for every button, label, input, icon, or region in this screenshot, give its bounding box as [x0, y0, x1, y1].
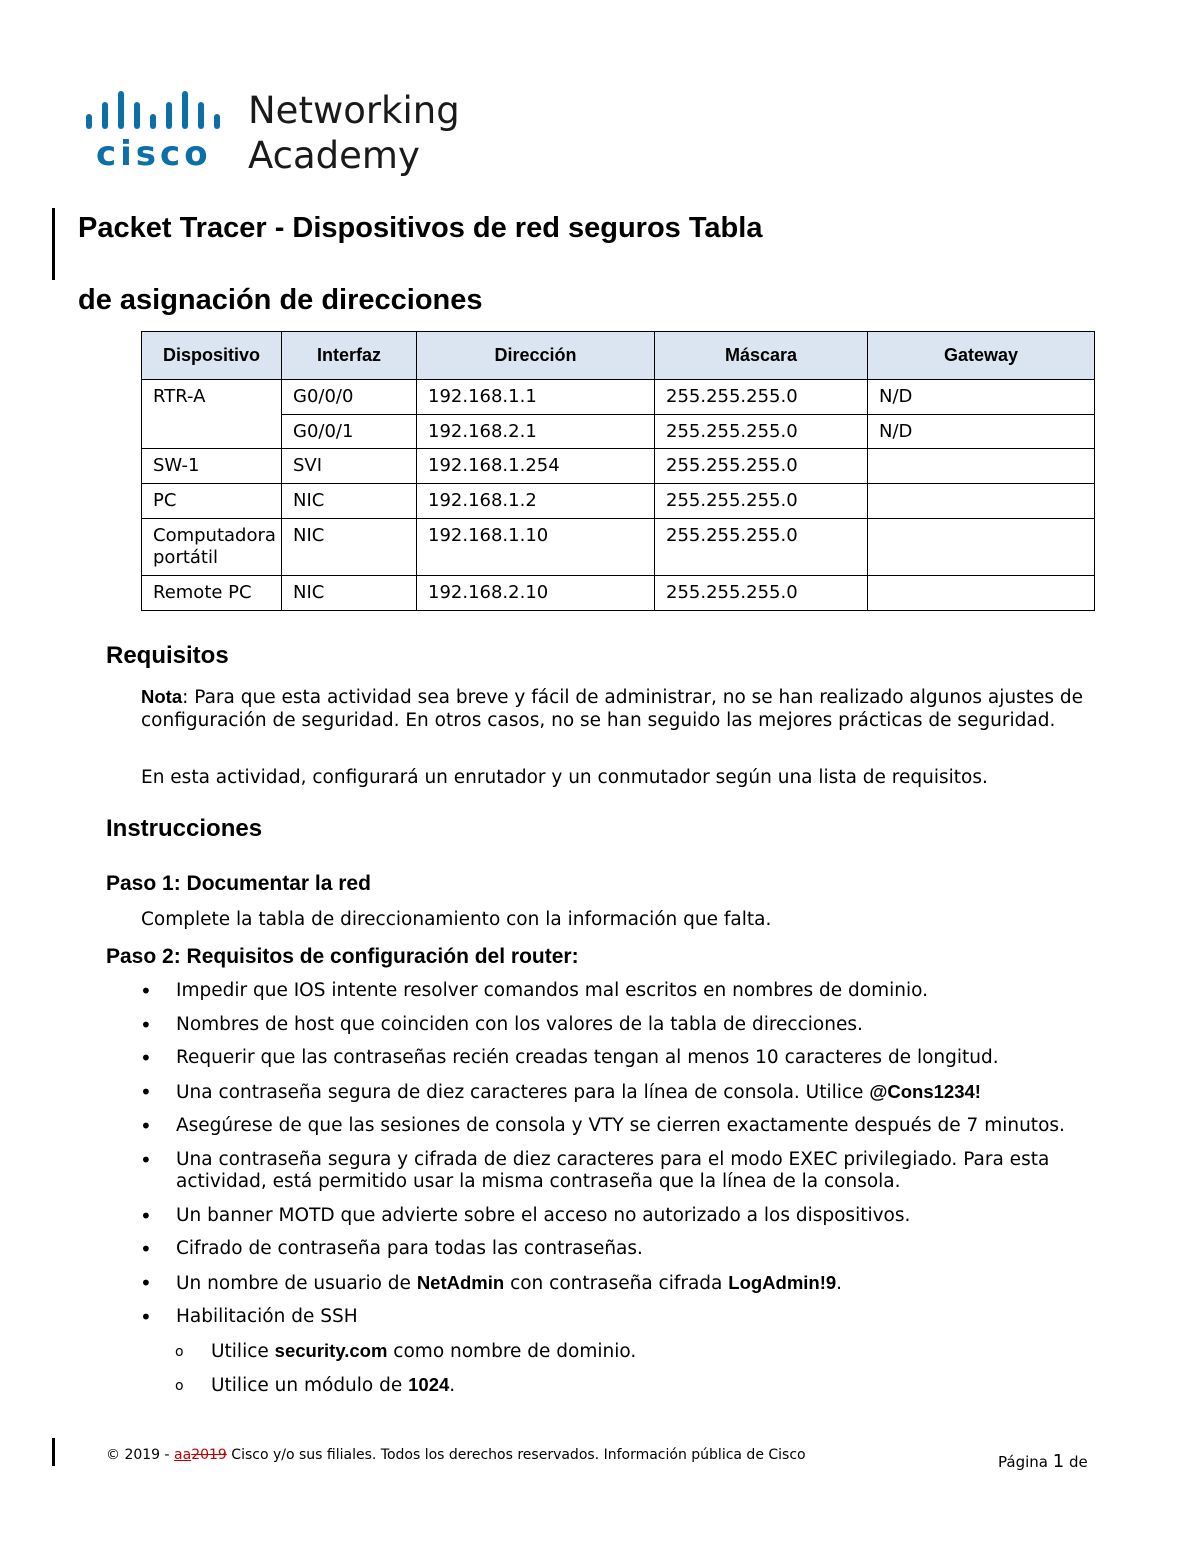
table-header-row	[142, 332, 1095, 380]
domain-name: security.com	[274, 1339, 388, 1361]
list-item-text: Utilice	[211, 1340, 275, 1362]
cell-interface: G0/0/0	[282, 380, 417, 415]
cell-device: Remote PC	[142, 576, 282, 611]
list-item-text: .	[836, 1272, 843, 1294]
cell-interface: G0/0/1	[282, 415, 417, 449]
revision-change-bar	[52, 208, 55, 280]
logo-line2: Academy	[248, 134, 420, 177]
note-paragraph	[141, 686, 1086, 732]
list-item-text: como nombre de dominio.	[387, 1340, 637, 1362]
list-item-text: con contraseña cifrada	[504, 1272, 729, 1294]
table-row	[142, 449, 1095, 484]
cell-address: 192.168.1.2	[417, 484, 655, 519]
list-item-text: .	[449, 1375, 456, 1396]
list-item: • Nombres de host que coinciden con los valores de la tabla de direcciones.	[140, 1014, 1100, 1037]
table-row	[142, 484, 1095, 519]
list-item: • Cifrado de contraseña para todas las contraseñas.	[140, 1238, 1100, 1261]
cell-device: RTR-A	[142, 380, 282, 449]
table-row	[142, 576, 1095, 611]
cell-gateway	[868, 519, 1095, 576]
page-number-value: 1	[1052, 1451, 1065, 1472]
cell-device: PC	[142, 484, 282, 519]
cell-mask: 255.255.255.0	[655, 519, 868, 576]
table-row	[142, 519, 1095, 576]
header-dispositivo: Dispositivo	[142, 332, 282, 380]
cell-address: 192.168.2.10	[417, 576, 655, 611]
list-item: • Una contraseña segura y cifrada de diez caracteres para el modo EXEC privilegiado. Para esta actividad, está permitido usar la misma contraseña que la línea de la consola.	[140, 1149, 1100, 1194]
revision-inserted-text: aa	[174, 1447, 192, 1463]
list-item: • Habilitación de SSH	[140, 1306, 1100, 1329]
cell-mask: 255.255.255.0	[655, 415, 868, 449]
list-item: • Requerir que las contraseñas recién creadas tengan al menos 10 caracteres de longitud.	[140, 1047, 1100, 1070]
section-heading-requisitos: Requisitos	[106, 642, 229, 669]
page-label: Página	[998, 1453, 1053, 1471]
cell-address: 192.168.1.10	[417, 519, 655, 576]
list-item: • Un banner MOTD que advierte sobre el acceso no autorizado a los dispositivos.	[140, 1205, 1100, 1228]
table-row	[142, 380, 1095, 415]
header-gateway: Gateway	[868, 332, 1095, 380]
list-item: • Asegúrese de que las sesiones de consola y VTY se cierren exactamente después de 7 minutos.	[140, 1115, 1100, 1138]
section-heading-instrucciones: Instrucciones	[106, 815, 263, 842]
logo-brand: cisco	[96, 134, 212, 174]
cell-address: 192.168.1.1	[417, 380, 655, 415]
router-requirements-list	[140, 980, 1100, 1409]
cell-address: 192.168.2.1	[417, 415, 655, 449]
console-password: @Cons1234!	[869, 1080, 981, 1102]
cell-interface: NIC	[282, 576, 417, 611]
revision-change-bar	[52, 1438, 55, 1466]
page-number	[998, 1451, 1088, 1472]
cell-gateway: N/D	[868, 415, 1095, 449]
list-item-text: Un nombre de usuario de	[176, 1272, 417, 1294]
cell-mask: 255.255.255.0	[655, 449, 868, 484]
cell-interface: SVI	[282, 449, 417, 484]
step1-heading: Paso 1: Documentar la red	[106, 872, 371, 895]
header-mascara: Máscara	[655, 332, 868, 380]
page-title-line2: de asignación de direcciones	[78, 284, 483, 316]
cell-gateway: N/D	[868, 380, 1095, 415]
page-of: de	[1064, 1453, 1088, 1471]
modulus-size: 1024	[408, 1374, 450, 1395]
list-item-text: Una contraseña segura de diez caracteres para la línea de consola. Utilice	[176, 1081, 870, 1103]
list-item-text: Utilice un módulo de	[211, 1375, 409, 1396]
cell-mask: 255.255.255.0	[655, 576, 868, 611]
revision-deleted-text: 2019	[191, 1447, 227, 1463]
step2-heading: Paso 2: Requisitos de configuración del router:	[106, 945, 579, 968]
cell-device: SW-1	[142, 449, 282, 484]
admin-username: NetAdmin	[416, 1271, 505, 1293]
page-title: Packet Tracer - Dispositivos de red seguros Tabla	[78, 212, 763, 244]
copyright-end: Cisco y/o sus filiales. Todos los derechos reservados. Información pública de Cisco	[226, 1447, 806, 1463]
cell-gateway	[868, 576, 1095, 611]
cell-mask: 255.255.255.0	[655, 484, 868, 519]
note-text: : Para que esta actividad sea breve y fácil de administrar, no se han realizado algunos ajustes de configuración de seguridad. En otros casos, no se han seguido las mejores prácticas de seguridad.	[141, 687, 1084, 731]
header-direccion: Dirección	[417, 332, 655, 380]
sub-list-item	[140, 1340, 1100, 1364]
cell-address: 192.168.1.254	[417, 449, 655, 484]
header-interfaz: Interfaz	[282, 332, 417, 380]
logo-line1: Networking	[248, 89, 460, 132]
copyright-start: © 2019 -	[106, 1447, 175, 1463]
cell-gateway	[868, 449, 1095, 484]
cell-interface: NIC	[282, 484, 417, 519]
table-row	[142, 415, 1095, 449]
cisco-bridge-logo-icon	[84, 88, 464, 180]
note-label: Nota	[141, 686, 183, 707]
cisco-networking-academy-logo	[84, 88, 464, 180]
list-item: • Impedir que IOS intente resolver comandos mal escritos en nombres de dominio.	[140, 980, 1100, 1003]
sub-list-item	[140, 1374, 1100, 1398]
intro-paragraph: En esta actividad, configurará un enrutador y un conmutador según una lista de requisitos.	[141, 767, 988, 788]
addressing-table	[141, 331, 1095, 611]
list-item	[140, 1081, 1100, 1105]
list-item	[140, 1272, 1100, 1296]
admin-password: LogAdmin!9	[728, 1271, 837, 1293]
cell-interface: NIC	[282, 519, 417, 576]
step1-text: Complete la tabla de direccionamiento con la información que falta.	[141, 909, 772, 930]
footer-copyright	[106, 1446, 866, 1464]
cell-gateway	[868, 484, 1095, 519]
cell-device: Computadora portátil	[142, 519, 282, 576]
cell-mask: 255.255.255.0	[655, 380, 868, 415]
